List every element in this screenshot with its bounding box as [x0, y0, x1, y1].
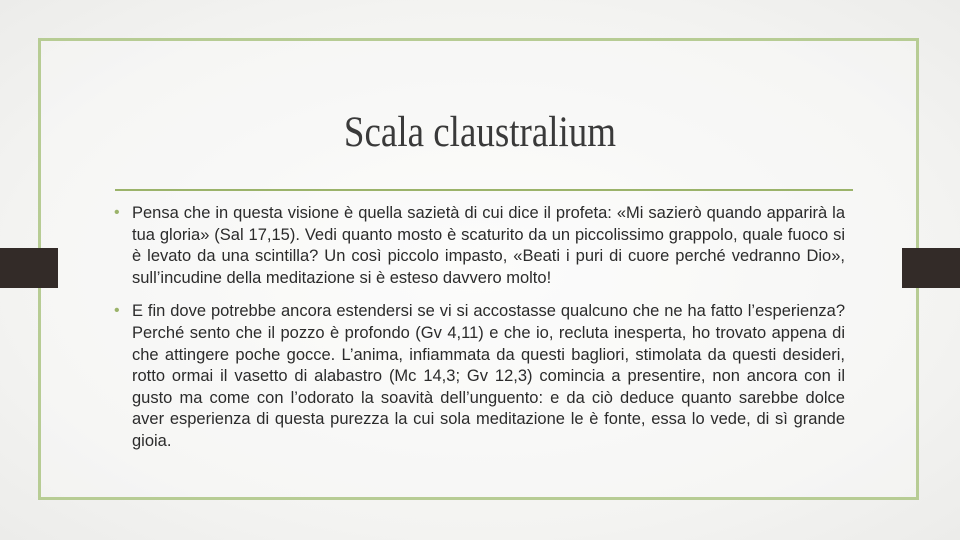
bullet-item	[114, 301, 845, 452]
right-edge-tab	[902, 248, 960, 288]
title-divider	[115, 189, 853, 191]
slide-title: Scala claustralium	[343, 109, 617, 156]
bullet-item	[114, 203, 845, 289]
bullet-text: E fin dove potrebbe ancora estendersi se vi si accostasse qualcuno che ne ha fatto l’esperienza? Perché sento che il pozzo è profondo (Gv 4,11) e che io, recluta inesperta, ho trovato appena di che attingere poche gocce. L’anima, infiammata da questi bagliori, stimolata da questi desideri, rotto ormai il vasetto di alabastro (Mc 14,3; Gv 12,3) comincia a presentire, non ancora con il gusto ma come con l’odorato la soavità dell’unguento: e da ciò deduce quanto sarebbe dolce aver esperienza di questa purezza la cui sola meditazione le è fonte, essa lo vede, di sì grande gioia.	[132, 302, 845, 450]
bullet-dot-icon: •	[114, 302, 120, 320]
left-edge-tab	[0, 248, 58, 288]
bullet-dot-icon: •	[114, 204, 120, 221]
slide-body	[114, 203, 845, 465]
bullet-text: Pensa che in questa visione è quella sazietà di cui dice il profeta: «Mi sazierò quando apparirà la tua gloria» (Sal 17,15). Vedi quanto mosto è scaturito da un piccolissimo grappolo, quale fuoco si è levato da una scintilla? Un così piccolo impasto, «Beati i puri di cuore perché vedranno Dio», sull’incudine della meditazione si è esteso davvero molto!	[132, 204, 845, 287]
